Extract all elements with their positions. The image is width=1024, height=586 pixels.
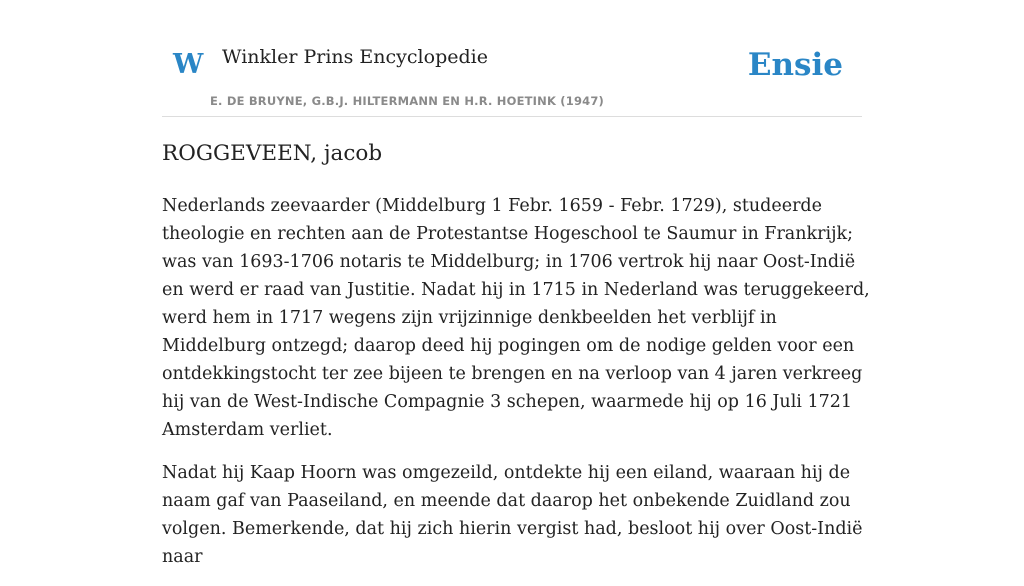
header (162, 0, 862, 117)
source-logo-icon[interactable]: W (173, 49, 204, 80)
source-authors: E. DE BRUYNE, G.B.J. HILTERMANN EN H.R. HOETINK (1947) (210, 94, 605, 108)
entry-paragraph: Nadat hij Kaap Hoorn was omgezeild, ontdekte hij een eiland, waaraan hij de naam gaf van Paaseiland, en meende dat daarop het onbekende Zuidland zou volgen. Bemerkende, dat hij zich hierin vergist had, besloot hij over Oost-Indië naar (162, 463, 863, 567)
entry-title: ROGGEVEEN, jacob (162, 141, 383, 166)
source-title[interactable]: Winkler Prins Encyclopedie (222, 46, 488, 68)
entry-body (162, 192, 870, 586)
entry-paragraph: Nederlands zeevaarder (Middelburg 1 Febr. 1659 - Febr. 1729), studeerde theologie en rechten aan de Protestantse Hogeschool te Saumur in Frankrijk; was van 1693-1706 notaris te Middelburg; in 1706 vertrok hij naar Oost-Indië en werd er raad van Justitie. Nadat hij in 1715 in Nederland was teruggekeerd, werd hem in 1717 wegens zijn vrijzinnige denkbeelden het verblijf in Middelburg ontzegd; daarop deed hij pogingen om de nodige gelden voor een ontdekkingstocht ter zee bijeen te brengen en na verloop van 4 jaren verkreeg hij van de West-Indische Compagnie 3 schepen, waarmede hij op 16 Juli 1721 Amsterdam verliet. (162, 196, 870, 440)
brand-logo[interactable]: Ensie (747, 47, 843, 83)
